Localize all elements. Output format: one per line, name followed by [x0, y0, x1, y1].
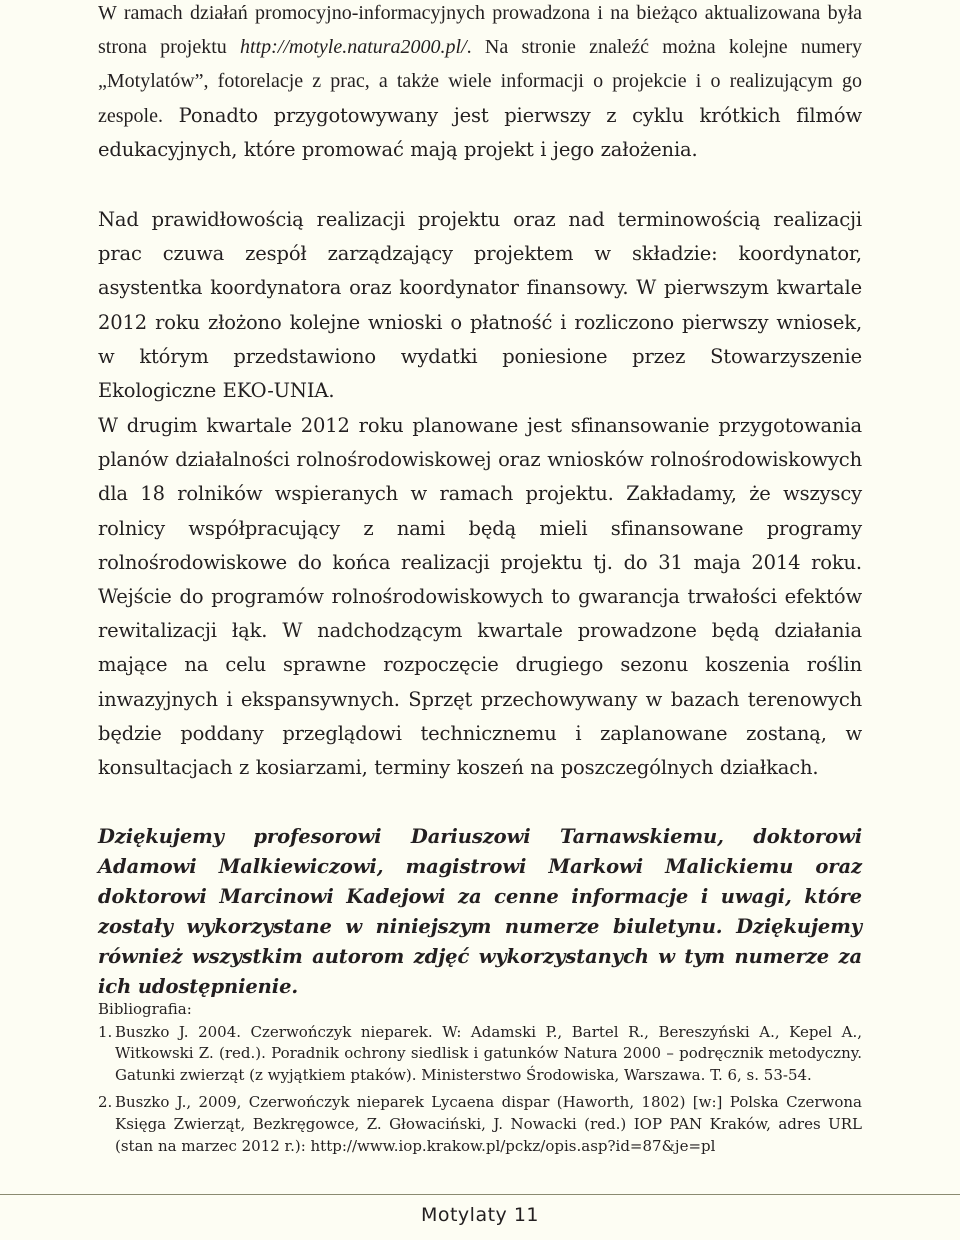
project-website-url[interactable]: http://motyle.natura2000.pl/ [240, 36, 467, 59]
bibliography-list [98, 1022, 862, 1158]
paragraph-promotion-middle: . Na stronie znaleźć można kolejne numery „Motylatów”, fotorelacje z prac, a także wiele informacji o projekcie i o realizującym go zespole. [98, 36, 863, 127]
bibliography-item-text: Buszko J. 2004. Czerwończyk nieparek. W: Adamski P., Bartel R., Bereszyński A., Kepel A., Witkowski Z. (red.). Poradnik ochrony siedlisk i gatunków Natura 2000 – podręcznik metodyczny. Gatunki zwierząt (z wyjątkiem ptaków). Ministerstwo Środowiska, Warszawa. T. 6, s. 53-54. [115, 1022, 862, 1084]
bibliography-item-text: Buszko J., 2009, Czerwończyk nieparek Lycaena dispar (Haworth, 1802) [w:] Polska Czerwona Księga Zwierząt, Bezkręgowce, Z. Głowaciński, J. Nowacki (red.) IOP PAN Kraków, adres URL (stan na marzec 2012 r.): http://www.iop.krakow.pl/pckz/opis.asp?id=87&je=pl [115, 1093, 862, 1155]
bibliography-item-number: 2. [98, 1093, 113, 1112]
paragraph-management: Nad prawidłowością realizacji projektu oraz nad terminowością realizacji prac czuwa zespół zarządzający projektem w składzie: koordynator, asystentka koordynatora oraz koordynator finansowy. W pierwszym kwartale 2012 roku złożono kolejne wnioski o płatność i rozliczono pierwszy wniosek, w którym przedstawiono wydatki poniesione przez Stowarzyszenie Ekologiczne EKO-UNIA. [98, 208, 862, 403]
bibliography-item [98, 1022, 862, 1087]
paragraph-plans: W drugim kwartale 2012 roku planowane jest sfinansowanie przygotowania planów działalności rolnośrodowiskowej oraz wniosków rolnośrodowiskowych dla 18 rolników wspieranych w ramach projektu. Zakładamy, że wszyscy rolnicy współpracujący z nami będą mieli sfinansowane programy rolnośrodowiskowe do końca realizacji projektu tj. do 31 maja 2014 roku. Wejście do programów rolnośrodowiskowych to gwarancja trwałości efektów rewitalizacji łąk. W nadchodzącym kwartale prowadzone będą działania mające na celu sprawne rozpoczęcie drugiego sezonu koszenia roślin inwazyjnych i ekspansywnych. Sprzęt przechowywany w bazach terenowych będzie poddany przeglądowi technicznemu i zaplanowane zostaną, w konsultacjach z kosiarzami, terminy koszeń na poszczególnych działkach. [98, 414, 862, 780]
bibliography-item [98, 1092, 862, 1157]
bibliography [98, 999, 862, 1163]
acknowledgements: Dziękujemy profesorowi Dariuszowi Tarnawskiemu, doktorowi Adamowi Malkiewiczowi, magistrowi Markowi Malickiemu oraz doktorowi Marcinowi Kadejowi za cenne informacje i uwagi, które zostały wykorzystane w niniejszym numerze biuletynu. Dziękujemy również wszystkim autorom zdjęć wykorzystanych w tym numerze za ich udostępnienie. [98, 825, 862, 998]
page-footer: Motylaty 11 [420, 1204, 540, 1226]
paragraph-promotion [98, 0, 862, 167]
footer-divider [0, 1194, 960, 1195]
paragraph-promotion-start: W ramach działań promocyjno-informacyjnych prowadzona i na bieżąco aktualizowana była strona projektu [98, 2, 862, 59]
paragraph-promotion-end: Ponadto przygotowywany jest pierwszy z cyklu krótkich filmów edukacyjnych, które promować mają projekt i jego założenia. [98, 103, 862, 161]
bibliography-heading: Bibliografia: [98, 1000, 192, 1018]
bibliography-item-number: 1. [98, 1022, 113, 1041]
